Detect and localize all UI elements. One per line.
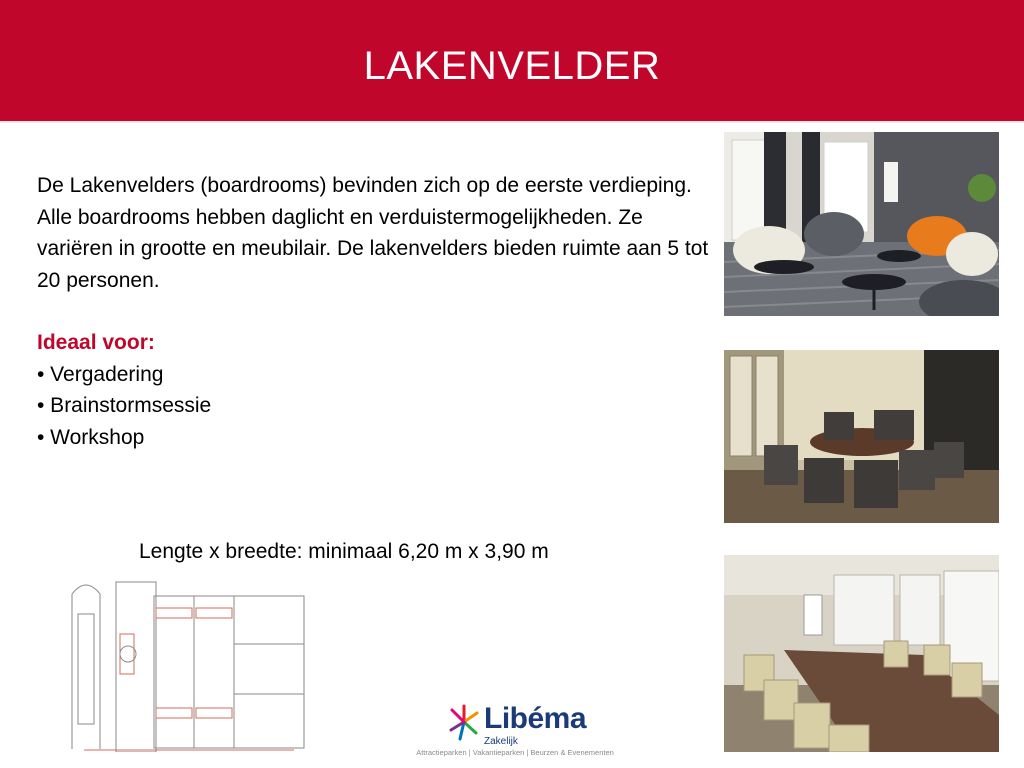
ideal-heading: Ideaal voor:: [37, 331, 155, 354]
title-bar: [0, 0, 1024, 123]
ideal-list: [37, 359, 717, 454]
ideal-section: [37, 327, 717, 453]
lounge-photo: [724, 132, 999, 316]
content-text: [37, 170, 717, 453]
logo-star-icon: [448, 702, 480, 742]
logo-sub: Zakelijk: [484, 736, 518, 747]
description-paragraph: De Lakenvelders (boardrooms) bevinden zich op de eerste verdieping. Alle boardrooms hebben daglicht en verduistermogelijkheden. Ze variëren in grootte en meubilair. De lakenvelders bieden ruimte aan 5 tot 20 personen.: [37, 174, 709, 292]
floor-plan: [64, 574, 310, 752]
page-title: LAKENVELDER: [363, 44, 661, 88]
list-item: • Workshop: [37, 425, 145, 449]
boardroom-photo: [724, 555, 999, 752]
logo-tagline: Attractieparken | Vakantieparken | Beurzen & Evenementen: [416, 748, 614, 757]
list-item: • Brainstormsessie: [37, 394, 212, 417]
libema-logo: [390, 700, 640, 760]
round-table-room-photo: [724, 350, 999, 523]
list-item: • Vergadering: [37, 362, 164, 386]
logo-name: Libéma: [484, 702, 587, 735]
dimensions-text: Lengte x breedte: minimaal 6,20 m x 3,90 m: [139, 540, 549, 563]
